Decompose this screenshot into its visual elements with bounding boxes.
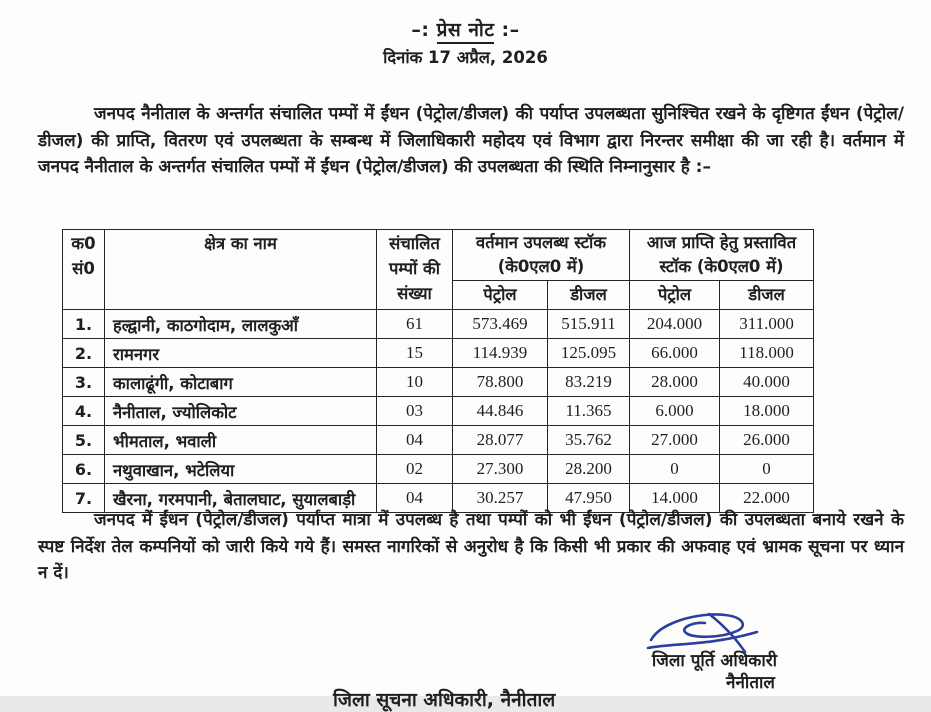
cell-serial: 7. [63, 484, 105, 513]
table-row [63, 426, 814, 455]
cell-proposed-diesel: 18.000 [720, 397, 814, 426]
cell-serial: 4. [63, 397, 105, 426]
cell-proposed-diesel: 118.000 [720, 339, 814, 368]
officer-place: नैनीताल [726, 673, 775, 693]
cell-current-petrol: 30.257 [453, 484, 548, 513]
cell-pumps: 15 [377, 339, 453, 368]
cell-current-petrol: 78.800 [453, 368, 548, 397]
cell-serial: 3. [63, 368, 105, 397]
date-line: दिनांक 17 अप्रैल, 2026 [383, 48, 548, 67]
closing-paragraph: जनपद में ईंधन (पेट्रोल/डीजल) पर्याप्त मात्रा में उपलब्ध है तथा पम्पों को भी ईंधन (पेट्रोल/डीजल) की उपलब्धता बनाये रखने के स्पष्ट निर्देश तेल कम्पनियों को जारी किये गये हैं। समस्त नागरिकों से अनुरोध है कि किसी भी प्रकार की अफवाह एवं भ्रामक सूचना पर ध्यान न दें। [38, 510, 904, 583]
cell-current-petrol: 573.469 [453, 310, 548, 339]
col-header-current-stock: वर्तमान उपलब्ध स्टॉक (के0एल0 में) [453, 230, 630, 281]
cell-area: खैरना, गरमपानी, बेतालघाट, सुयालबाड़ी [105, 484, 377, 513]
cell-area: हल्द्वानी, काठगोदाम, लालकुआँ [105, 310, 377, 339]
title-text: प्रेस नोट [437, 19, 495, 44]
cell-serial: 1. [63, 310, 105, 339]
col-header-current-petrol: पेट्रोल [453, 281, 548, 310]
col-header-proposed-petrol: पेट्रोल [630, 281, 720, 310]
cell-area: कालाढूंगी, कोटाबाग [105, 368, 377, 397]
cell-area: नथुवाखान, भटेलिया [105, 455, 377, 484]
cell-current-petrol: 28.077 [453, 426, 548, 455]
cell-serial: 5. [63, 426, 105, 455]
cell-pumps: 04 [377, 426, 453, 455]
signature-block [617, 610, 812, 694]
cell-pumps: 03 [377, 397, 453, 426]
cell-current-diesel: 125.095 [548, 339, 630, 368]
cell-proposed-petrol: 0 [630, 455, 720, 484]
title-prefix: –: [411, 19, 430, 41]
cell-pumps: 10 [377, 368, 453, 397]
page-title [0, 16, 931, 42]
col-header-proposed-stock: आज प्राप्ति हेतु प्रस्तावित स्टॉक (के0एल0 में) [630, 230, 814, 281]
cell-current-diesel: 11.365 [548, 397, 630, 426]
cell-current-diesel: 83.219 [548, 368, 630, 397]
cell-proposed-petrol: 6.000 [630, 397, 720, 426]
cell-current-petrol: 27.300 [453, 455, 548, 484]
cell-pumps: 02 [377, 455, 453, 484]
cell-area: भीमताल, भवाली [105, 426, 377, 455]
cell-current-diesel: 515.911 [548, 310, 630, 339]
intro-paragraph: जनपद नैनीताल के अन्तर्गत संचालित पम्पों में ईंधन (पेट्रोल/डीजल) की पर्याप्त उपलब्धता सुनिश्चित रखने के दृष्टिगत ईंधन (पेट्रोल/डीजल) की प्राप्ति, वितरण एवं उपलब्धता के सम्बन्ध में जिलाधिकारी महोदय एवं विभाग द्वारा निरन्तर समीक्षा की जा रही है। वर्तमान में जनपद नैनीताल के अन्तर्गत संचालित पम्पों में ईंधन (पेट्रोल/डीजल) की उपलब्धता की स्थिति निम्नानुसार है :– [38, 104, 904, 177]
cell-serial: 6. [63, 455, 105, 484]
table-row [63, 397, 814, 426]
footer-cutoff-line: जिला सूचना अधिकारी, नैनीताल [333, 689, 556, 711]
cell-proposed-petrol: 14.000 [630, 484, 720, 513]
title-suffix: :– [501, 19, 520, 41]
cell-proposed-diesel: 311.000 [720, 310, 814, 339]
cell-proposed-diesel: 26.000 [720, 426, 814, 455]
table-row [63, 339, 814, 368]
table-body [63, 310, 814, 513]
fuel-stock-table [62, 229, 814, 513]
cell-proposed-petrol: 204.000 [630, 310, 720, 339]
cell-proposed-petrol: 28.000 [630, 368, 720, 397]
cell-current-petrol: 44.846 [453, 397, 548, 426]
col-header-pumps: संचालित पम्पों की संख्या [377, 230, 453, 310]
table-row [63, 455, 814, 484]
cell-current-diesel: 35.762 [548, 426, 630, 455]
cell-proposed-diesel: 0 [720, 455, 814, 484]
col-header-serial: क0 सं0 [63, 230, 105, 310]
officer-designation: जिला पूर्ति अधिकारी [651, 651, 778, 671]
cell-area: नैनीताल, ज्योलिकोट [105, 397, 377, 426]
col-header-area: क्षेत्र का नाम [105, 230, 377, 310]
col-header-proposed-diesel: डीजल [720, 281, 814, 310]
table-header [63, 230, 814, 310]
cell-pumps: 04 [377, 484, 453, 513]
table-row [63, 310, 814, 339]
cell-current-diesel: 47.950 [548, 484, 630, 513]
table-row [63, 368, 814, 397]
cell-proposed-diesel: 22.000 [720, 484, 814, 513]
title-block [0, 16, 931, 68]
cell-proposed-petrol: 27.000 [630, 426, 720, 455]
signature-icon [617, 610, 812, 650]
cell-proposed-petrol: 66.000 [630, 339, 720, 368]
table-container [62, 229, 814, 513]
cell-pumps: 61 [377, 310, 453, 339]
cell-current-petrol: 114.939 [453, 339, 548, 368]
cell-current-diesel: 28.200 [548, 455, 630, 484]
cell-area: रामनगर [105, 339, 377, 368]
col-header-current-diesel: डीजल [548, 281, 630, 310]
cell-proposed-diesel: 40.000 [720, 368, 814, 397]
cell-serial: 2. [63, 339, 105, 368]
